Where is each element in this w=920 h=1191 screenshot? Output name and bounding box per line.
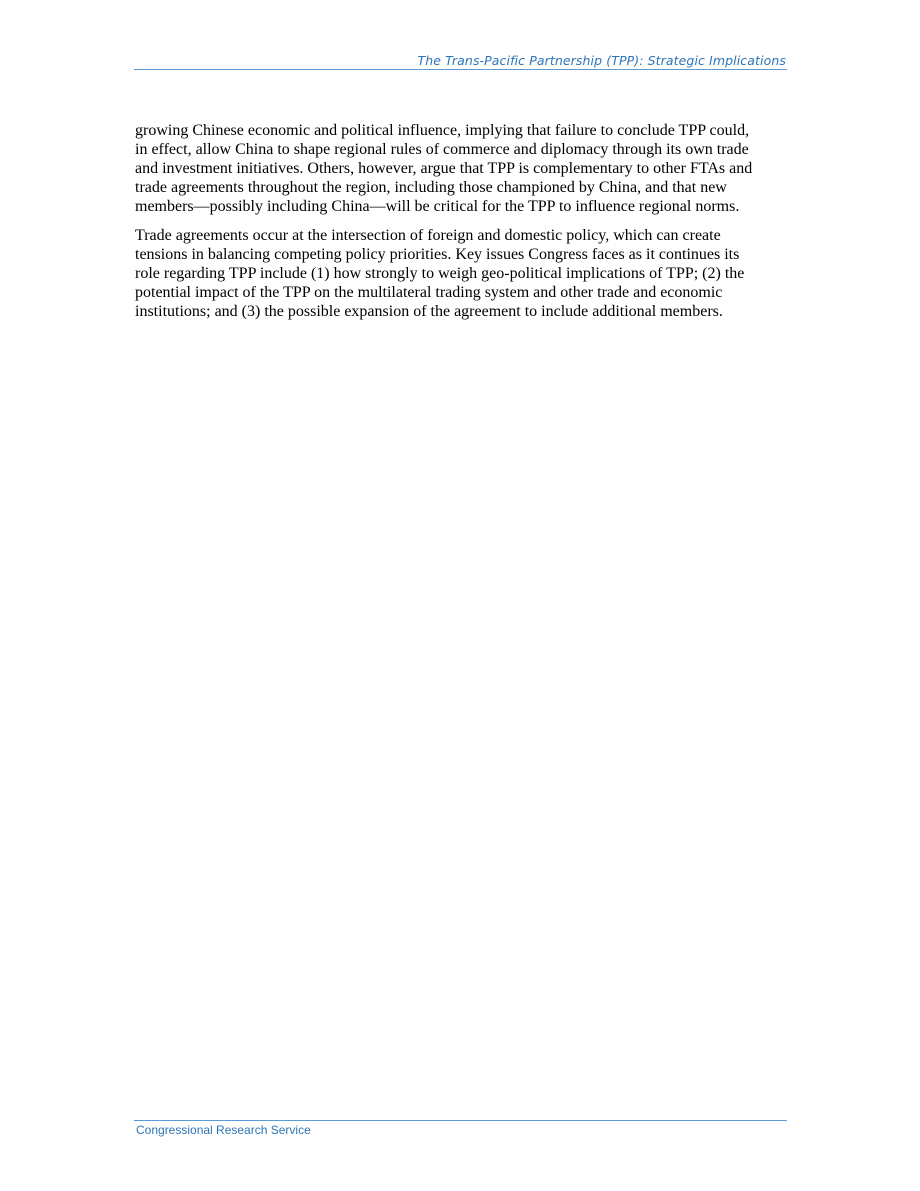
- paragraph-2: Trade agreements occur at the intersection of foreign and domestic policy, which can create tensions in balancing competing policy priorities. Key issues Congress faces as it continues its role regarding TPP include (1) how strongly to weigh geo-political implications of TPP; (2) the potential impact of the TPP on the multilateral trading system and other trade and economic institutions; and (3) the possible expansion of the agreement to include additional members.: [135, 227, 745, 320]
- header-divider: [134, 69, 787, 70]
- running-header-title: The Trans-Pacific Partnership (TPP): Strategic Implications: [417, 53, 786, 68]
- paragraph-1: growing Chinese economic and political influence, implying that failure to conclude TPP could, in effect, allow China to shape regional rules of commerce and diplomacy through its own trade and investment initiatives. Others, however, argue that TPP is complementary to other FTAs and trade agreements throughout the region, including those championed by China, and that new members—possibly including China—will be critical for the TPP to influence regional norms.: [135, 122, 753, 215]
- footer-divider: [134, 1120, 787, 1121]
- body-text: [135, 121, 785, 331]
- footer-source: Congressional Research Service: [136, 1123, 311, 1137]
